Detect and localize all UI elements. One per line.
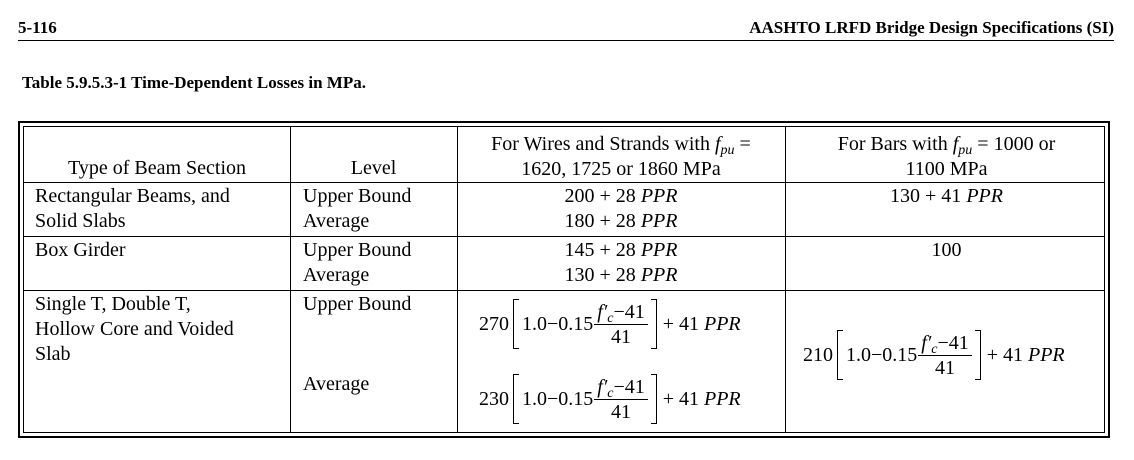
row3-bars-formula [803,330,1065,380]
formula-fc-sub: c [607,310,614,326]
formula-tail-var: PPR [704,388,741,410]
header-wires-prefix: For Wires and Strands with [491,133,715,155]
formula-tail: + 41 [662,388,699,410]
row-divider-2 [24,236,1104,237]
row3-section [35,292,234,367]
formula-num-rest: −41 [937,331,969,354]
formula-fc-sub: c [607,385,614,401]
row-divider-1 [24,182,1104,183]
formula-fraction [918,333,971,378]
row2-levels [303,238,411,288]
row1-wires-upper-base: 200 + 28 [564,185,641,207]
formula-fc: f′ [597,375,608,398]
row1-bars-var: PPR [966,185,1003,207]
header-bars-suffix: = 1000 or [972,133,1056,155]
page-header [18,14,1114,41]
header-wires-suffix: = [734,133,751,155]
table-grid [23,126,1105,433]
formula-coef: 270 [479,313,509,335]
header-bars-sub: pu [958,143,973,158]
row3-section-line3: Slab [35,343,71,365]
formula-tail-var: PPR [704,313,741,335]
row1-section-line2: Solid Slabs [35,210,126,232]
header-wires-line2: 1620, 1725 or 1860 MPa [521,158,721,180]
formula-inner: 1.0−0.15 [846,344,918,366]
row2-section [35,238,126,263]
left-bracket [513,374,519,424]
row1-wires-avg-var: PPR [640,210,678,232]
left-bracket [513,299,519,349]
row3-section-line1: Single T, Double T, [35,293,191,315]
formula-inner: 1.0−0.15 [522,388,594,410]
formula-num-rest: −41 [613,300,645,323]
formula-tail: + 41 [986,344,1023,366]
row1-bars-base: 130 + 41 [890,185,967,207]
row-divider-3 [24,290,1104,291]
formula-num-rest: −41 [613,375,645,398]
row2-wires-upper-base: 145 + 28 [564,239,641,261]
formula-tail-var: PPR [1028,344,1065,366]
formula-coef: 210 [803,344,833,366]
formula-denominator: 41 [935,356,955,379]
row3-level-upper: Upper Bound [303,293,412,315]
losses-table [18,121,1110,438]
header-section: Type of Beam Section [68,157,246,179]
header-bars [785,132,1108,182]
row3-section-line2: Hollow Core and Voided [35,318,234,340]
row1-level-average: Average [303,210,370,232]
right-bracket [651,374,657,424]
row2-section-line1: Box Girder [35,239,126,261]
header-wires-sub: pu [720,143,735,158]
formula-fc-sub: c [931,341,938,357]
formula-numerator [918,333,971,355]
formula-fc: f′ [921,331,932,354]
row2-wires [457,238,785,288]
row1-level-upper: Upper Bound [303,185,412,207]
header-level: Level [350,157,397,179]
header-wires-var: f [714,133,721,155]
header-bars-prefix: For Bars with [837,133,953,155]
formula-fc: f′ [597,300,608,323]
formula-numerator [594,377,647,399]
left-bracket [837,330,843,380]
page-number: 5-116 [18,18,57,37]
formula-fraction [594,302,647,347]
row3-wires-upper-formula [479,299,741,349]
header-wires [457,132,785,182]
row2-level-average: Average [303,264,370,286]
formula-denominator: 41 [611,325,631,348]
table-caption: Table 5.9.5.3-1 Time-Dependent Losses in MPa. [22,73,366,92]
formula-numerator [594,302,647,324]
row1-levels [303,184,411,234]
running-title: AASHTO LRFD Bridge Design Specifications (SI) [749,18,1114,37]
formula-fraction [594,377,647,422]
row2-wires-upper-var: PPR [640,239,678,261]
row1-section [35,184,230,234]
row2-bars-base: 100 [931,239,962,261]
row1-bars [785,184,1108,209]
row1-wires-upper-var: PPR [640,185,678,207]
right-bracket [975,330,981,380]
right-bracket [651,299,657,349]
row2-level-upper: Upper Bound [303,239,412,261]
formula-tail: + 41 [662,313,699,335]
row1-wires-avg-base: 180 + 28 [564,210,641,232]
row2-bars [785,238,1108,263]
row2-wires-avg-var: PPR [640,264,678,286]
header-bars-line2: 1100 MPa [905,158,988,180]
formula-coef: 230 [479,388,509,410]
row2-wires-avg-base: 130 + 28 [564,264,641,286]
formula-inner: 1.0−0.15 [522,313,594,335]
row1-section-line1: Rectangular Beams, and [35,185,230,207]
row1-wires [457,184,785,234]
row3-wires-avg-formula [479,374,741,424]
formula-denominator: 41 [611,400,631,423]
row3-level-average: Average [303,373,370,395]
header-bars-var: f [952,133,959,155]
